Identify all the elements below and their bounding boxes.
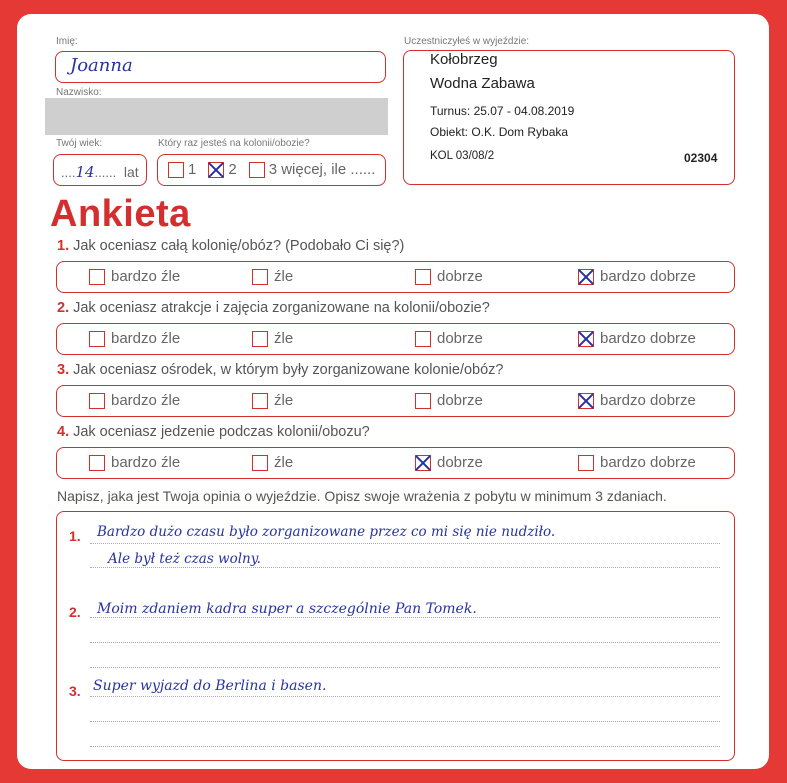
question-4-text: Jak oceniasz jedzenie podczas kolonii/obozu?: [73, 424, 370, 440]
question-1-number: 1.: [57, 238, 70, 254]
question-4-checkbox-1[interactable]: [89, 455, 105, 471]
answer-2-line-1: Moim zdaniem kadra super a szczególnie Pan Tomek.: [97, 601, 477, 617]
question-1-option-label-2: źle: [274, 268, 294, 285]
question-1-checkbox-3[interactable]: [415, 269, 431, 285]
question-4-checkbox-4[interactable]: [578, 455, 594, 471]
question-1-option-4[interactable]: [578, 268, 696, 285]
question-3: [57, 362, 503, 378]
question-4-option-4[interactable]: [578, 454, 696, 471]
question-3-options: [56, 385, 735, 417]
question-1-options: [56, 261, 735, 293]
question-4-option-2[interactable]: [252, 454, 293, 471]
answer-3-number: 3.: [69, 683, 81, 699]
question-1: [57, 238, 404, 254]
participant-label: Uczestniczyłeś w wyjeździe:: [404, 36, 530, 47]
age-dots-before: ....: [61, 165, 76, 180]
which-time-label: Który raz jesteś na kolonii/obozie?: [158, 138, 310, 149]
trip-name: Wodna Zabawa: [430, 75, 535, 92]
opinion-prompt: Napisz, jaka jest Twoja opinia o wyjeździe. Opisz swoje wrażenia z pobytu w minimum 3 zdaniach.: [57, 488, 667, 504]
question-2-option-label-1: bardzo źle: [111, 330, 181, 347]
question-3-checkbox-4[interactable]: [578, 393, 594, 409]
question-4-option-label-2: źle: [274, 454, 294, 471]
times-checkbox-3[interactable]: [249, 162, 265, 178]
question-3-option-2[interactable]: [252, 392, 293, 409]
question-3-checkbox-1[interactable]: [89, 393, 105, 409]
question-2-checkbox-3[interactable]: [415, 331, 431, 347]
question-2-options: [56, 323, 735, 355]
answer-2-number: 2.: [69, 604, 81, 620]
times-checkbox-1[interactable]: [168, 162, 184, 178]
trip-obiekt: Obiekt: O.K. Dom Rybaka: [430, 125, 569, 139]
age-dots-after: ......: [94, 165, 117, 180]
times-checkbox-2[interactable]: [208, 162, 224, 178]
times-label-3: 3 więcej, ile ......: [268, 161, 376, 178]
question-4-option-label-3: dobrze: [437, 454, 483, 471]
question-4-option-label-4: bardzo dobrze: [600, 454, 696, 471]
question-1-option-3[interactable]: [415, 268, 483, 285]
question-3-option-label-1: bardzo źle: [111, 392, 181, 409]
question-1-checkbox-4[interactable]: [578, 269, 594, 285]
question-2-option-label-4: bardzo dobrze: [600, 330, 696, 347]
first-name-field[interactable]: [55, 51, 386, 83]
trip-turnus: Turnus: 25.07 - 04.08.2019: [430, 104, 575, 118]
question-2-option-label-3: dobrze: [437, 330, 483, 347]
question-2-option-1[interactable]: [89, 330, 180, 347]
question-3-option-4[interactable]: [578, 392, 696, 409]
question-3-option-label-2: źle: [274, 392, 294, 409]
trip-code: KOL 03/08/2: [430, 150, 495, 162]
answer-1-number: 1.: [69, 528, 81, 544]
question-3-number: 3.: [57, 362, 70, 378]
answer-3-line-1: Super wyjazd do Berlina i basen.: [93, 678, 327, 694]
question-4-option-1[interactable]: [89, 454, 180, 471]
question-3-option-3[interactable]: [415, 392, 483, 409]
question-2-text: Jak oceniasz atrakcje i zajęcia zorganizowane na kolonii/obozie?: [73, 300, 490, 316]
survey-title: Ankieta: [50, 193, 191, 235]
age-field[interactable]: [53, 154, 147, 186]
question-2-option-label-2: źle: [274, 330, 294, 347]
question-1-checkbox-1[interactable]: [89, 269, 105, 285]
age-label: Twój wiek:: [56, 138, 103, 149]
question-3-checkbox-3[interactable]: [415, 393, 431, 409]
question-3-checkbox-2[interactable]: [252, 393, 268, 409]
last-name-label: Nazwisko:: [56, 87, 102, 98]
age-value: 14: [75, 163, 95, 181]
question-2-option-4[interactable]: [578, 330, 696, 347]
question-1-option-label-4: bardzo dobrze: [600, 268, 696, 285]
answer-1-line-2: Ale był też czas wolny.: [108, 551, 261, 567]
question-2-option-2[interactable]: [252, 330, 293, 347]
question-1-option-label-3: dobrze: [437, 268, 483, 285]
times-label-1: 1: [188, 161, 197, 178]
which-time-field: [157, 154, 386, 186]
question-3-option-label-3: dobrze: [437, 392, 483, 409]
question-2-checkbox-4[interactable]: [578, 331, 594, 347]
first-name-value: Joanna: [70, 55, 133, 76]
question-4: [57, 424, 370, 440]
question-1-checkbox-2[interactable]: [252, 269, 268, 285]
question-1-option-2[interactable]: [252, 268, 293, 285]
trip-info-box: [403, 50, 735, 185]
question-1-option-label-1: bardzo źle: [111, 268, 181, 285]
trip-number: 02304: [684, 151, 718, 165]
times-label-2: 2: [228, 161, 237, 178]
question-4-checkbox-2[interactable]: [252, 455, 268, 471]
question-3-option-label-4: bardzo dobrze: [600, 392, 696, 409]
trip-place: Kołobrzeg: [430, 51, 498, 68]
question-2-checkbox-2[interactable]: [252, 331, 268, 347]
question-4-option-3[interactable]: [415, 454, 483, 471]
last-name-redacted: [45, 98, 388, 135]
question-4-number: 4.: [57, 424, 70, 440]
question-4-options: [56, 447, 735, 479]
opinion-box[interactable]: [56, 511, 735, 761]
first-name-label: Imię:: [56, 36, 78, 47]
answer-1-line-1: Bardzo dużo czasu było zorganizowane przez co mi się nie nudziło.: [97, 524, 556, 540]
question-2-checkbox-1[interactable]: [89, 331, 105, 347]
question-3-option-1[interactable]: [89, 392, 180, 409]
question-4-option-label-1: bardzo źle: [111, 454, 181, 471]
question-1-option-1[interactable]: [89, 268, 180, 285]
question-2-number: 2.: [57, 300, 70, 316]
age-unit: lat: [123, 164, 139, 180]
question-3-text: Jak oceniasz ośrodek, w którym były zorganizowane kolonie/obóz?: [73, 362, 504, 378]
question-1-text: Jak oceniasz całą kolonię/obóz? (Podobało Ci się?): [73, 238, 405, 254]
question-4-checkbox-3[interactable]: [415, 455, 431, 471]
question-2-option-3[interactable]: [415, 330, 483, 347]
question-2: [57, 300, 490, 316]
